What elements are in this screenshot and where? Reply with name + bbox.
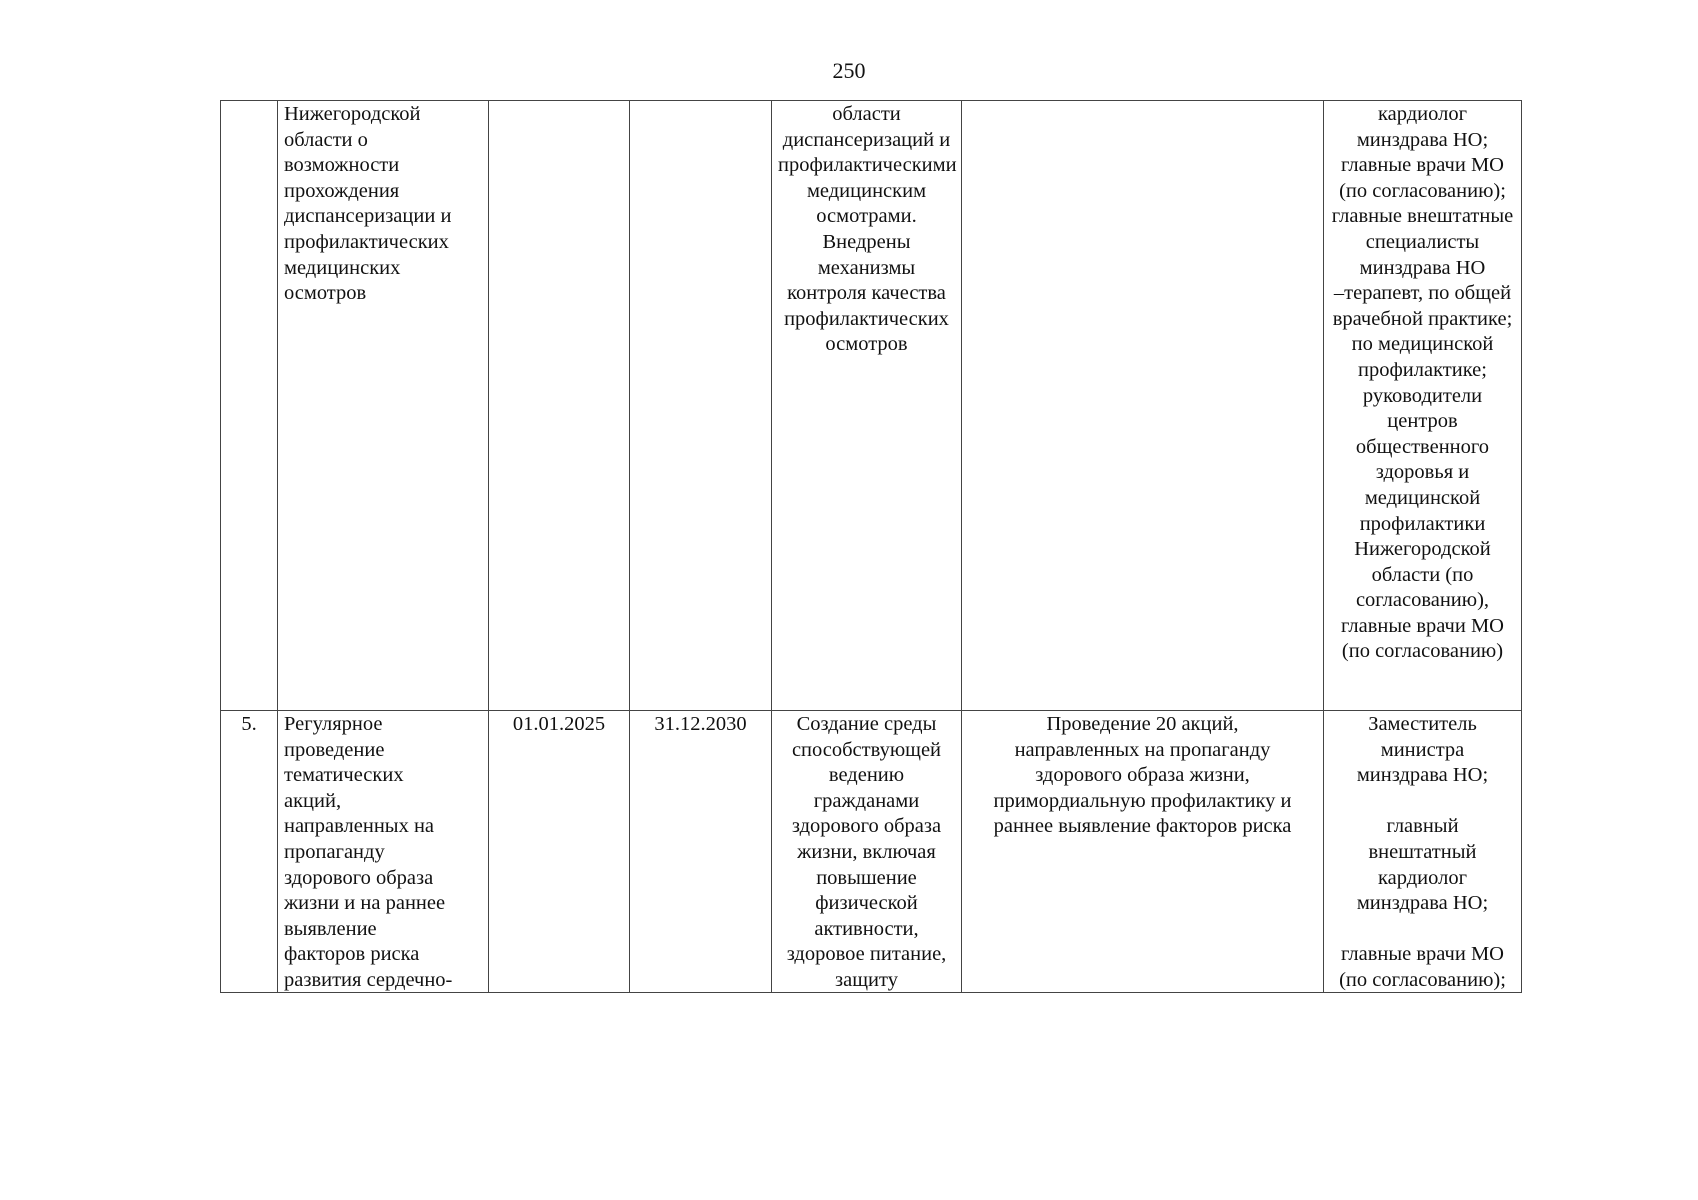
end-date: 31.12.2030	[630, 711, 772, 993]
page-number: 250	[832, 58, 866, 83]
responsible-text: Заместитель министра минздрава НО; главный внештатный кардиолог минздрава НО; главные врачи МО (по согласованию);	[1339, 713, 1506, 991]
table-row-5	[221, 711, 1522, 993]
responsible: кардиолог минздрава НО; главные врачи МО (по согласованию); главные внештатные специалисты минздрава НО –терапевт, по общей врачебной практике; по медицинской профилактике; руководители центров общественного здоровья и медицинской профилактики Нижегородской области (по согласованию), главные врачи МО (по согласованию)	[1324, 101, 1522, 711]
activity-name: Нижегородской области о возможности прохождения диспансеризации и профилактических медицинских осмотров	[278, 101, 489, 711]
end-date	[630, 101, 772, 711]
plan-table	[220, 100, 1522, 993]
row-number: 5.	[221, 711, 278, 993]
expected-result-text: Создание среды способствующей ведению гражданами здорового образа жизни, включая повышение физической активности, здоровое питание, защиту	[786, 713, 947, 991]
start-date: 01.01.2025	[489, 711, 630, 993]
expected-result	[772, 711, 962, 993]
responsible	[1324, 711, 1522, 993]
start-date	[489, 101, 630, 711]
activity-name-text: Регулярное проведение тематических акций, направленных на пропаганду здорового образа жизни и на раннее выявление факторов риска развития сердечно-	[284, 713, 453, 991]
row-number	[221, 101, 278, 711]
indicator	[962, 101, 1324, 711]
expected-result: области диспансеризаций и профилактическими медицинским осмотрами. Внедрены механизмы контроля качества профилактических осмотров	[772, 101, 962, 711]
table-row-continued	[221, 101, 1522, 711]
activity-name	[278, 711, 489, 993]
indicator: Проведение 20 акций, направленных на пропаганду здорового образа жизни, примордиальную профилактику и раннее выявление факторов риска	[962, 711, 1324, 993]
